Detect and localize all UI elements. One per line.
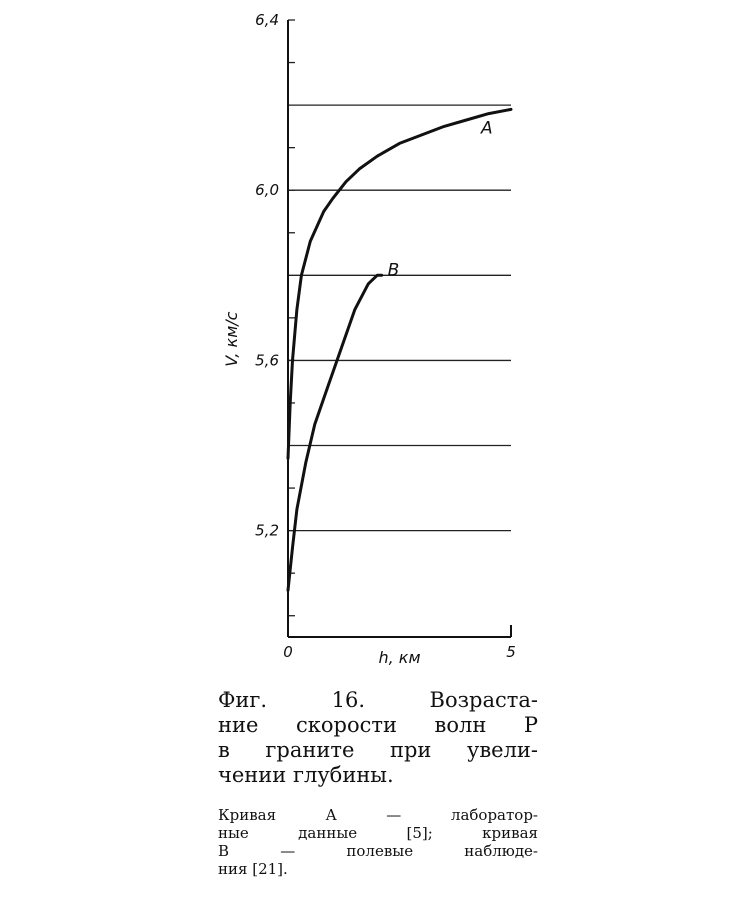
x-tick-label: 0: [283, 643, 293, 661]
y-tick-label: 6,4: [255, 11, 279, 29]
data-point-B: [305, 462, 307, 464]
data-point-B: [354, 308, 356, 310]
data-point-A: [296, 308, 298, 310]
caption-title-line: Фиг. 16. Возраста-: [218, 688, 538, 712]
data-point-A: [287, 457, 289, 459]
curve-label-A: A: [481, 118, 493, 139]
caption-title-line: ние скорости волн P: [218, 713, 538, 737]
data-point-A: [300, 274, 302, 276]
caption-note-line: Кривая A — лаборатор-: [218, 806, 538, 824]
data-point-A: [345, 181, 347, 183]
data-point-A: [443, 125, 445, 127]
data-point-A: [292, 360, 294, 362]
caption-title-line: чении глубины.: [218, 763, 394, 787]
data-point-A: [358, 168, 360, 170]
data-point-A: [332, 198, 334, 200]
series-line-B: [288, 275, 382, 590]
caption-note-line: ные данные [5]; кривая: [218, 824, 538, 842]
data-point-A: [399, 143, 401, 145]
x-tick-label: 5: [506, 643, 516, 661]
y-tick-label: 5,6: [255, 351, 279, 370]
data-point-B: [296, 508, 298, 510]
data-point-B: [367, 283, 369, 285]
caption-title-line: в граните при увели-: [218, 738, 538, 762]
figure-caption-note: [218, 806, 538, 878]
chart-labels: [222, 11, 516, 667]
data-point-B: [327, 385, 329, 387]
x-axis-label: h, км: [378, 648, 421, 667]
data-point-A: [510, 108, 512, 110]
data-point-B: [376, 274, 378, 276]
data-point-A: [323, 211, 325, 213]
data-point-B: [341, 347, 343, 349]
data-point-A: [466, 119, 468, 121]
chart-axes: [288, 20, 511, 637]
data-point-B: [292, 547, 294, 549]
data-point-B: [381, 274, 383, 276]
data-point-A: [376, 155, 378, 157]
data-point-A: [488, 113, 490, 115]
caption-note-line: B — полевые наблюде-: [218, 842, 538, 860]
data-point-A: [309, 240, 311, 242]
y-tick-label: 5,2: [255, 521, 279, 540]
series-lines: [287, 108, 512, 591]
figure-caption-title: [218, 688, 538, 788]
data-point-A: [421, 134, 423, 136]
data-point-B: [287, 589, 289, 591]
grid-lines: [288, 105, 511, 531]
curve-label-B: B: [387, 260, 400, 281]
caption-note-line: ния [21].: [218, 860, 288, 878]
data-point-B: [314, 423, 316, 425]
data-point-A: [289, 402, 291, 404]
y-axis-label: V, км/с: [222, 311, 241, 367]
y-tick-label: 6,0: [255, 181, 279, 200]
